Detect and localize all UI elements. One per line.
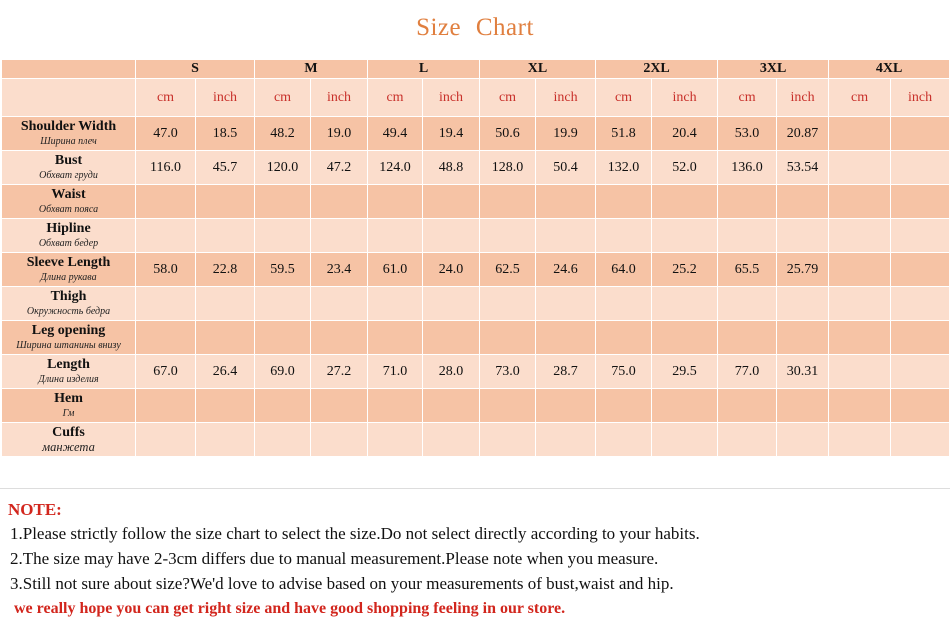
measurement-cell bbox=[136, 423, 196, 457]
row-label-ru: Обхват груди bbox=[39, 169, 98, 181]
measurement-cell: 22.8 bbox=[196, 253, 255, 287]
measurement-cell bbox=[718, 321, 777, 355]
unit-header-row bbox=[2, 79, 950, 117]
measurement-cell: 18.5 bbox=[196, 117, 255, 151]
measurement-cell bbox=[368, 423, 423, 457]
row-label bbox=[2, 321, 136, 355]
measurement-cell bbox=[311, 423, 368, 457]
measurement-cell bbox=[891, 151, 950, 185]
row-label bbox=[2, 287, 136, 321]
measurement-cell bbox=[196, 185, 255, 219]
table-row bbox=[2, 151, 950, 185]
measurement-cell: 29.5 bbox=[652, 355, 718, 389]
measurement-cell bbox=[255, 423, 311, 457]
row-label-en: Length bbox=[47, 356, 90, 372]
measurement-cell: 47.2 bbox=[311, 151, 368, 185]
measurement-cell bbox=[596, 219, 652, 253]
measurement-cell bbox=[829, 219, 891, 253]
measurement-cell bbox=[829, 355, 891, 389]
measurement-cell: 62.5 bbox=[480, 253, 536, 287]
row-label bbox=[2, 117, 136, 151]
unit-header: inch bbox=[311, 79, 368, 117]
measurement-cell bbox=[480, 423, 536, 457]
measurement-cell bbox=[777, 287, 829, 321]
row-label-en: Waist bbox=[51, 186, 86, 202]
measurement-cell bbox=[829, 117, 891, 151]
measurement-cell: 50.4 bbox=[536, 151, 596, 185]
measurement-cell bbox=[829, 185, 891, 219]
measurement-cell bbox=[136, 219, 196, 253]
measurement-cell bbox=[480, 185, 536, 219]
row-label bbox=[2, 151, 136, 185]
unit-header: inch bbox=[777, 79, 829, 117]
note-line-3: 3.Still not sure about size?We'd love to advise based on your measurements of bust,waist and hip. bbox=[10, 574, 674, 593]
measurement-cell: 25.2 bbox=[652, 253, 718, 287]
measurement-cell: 51.8 bbox=[596, 117, 652, 151]
measurement-cell bbox=[311, 219, 368, 253]
row-label-ru: Окружность бедра bbox=[26, 305, 111, 317]
size-header: 3XL bbox=[718, 60, 829, 79]
measurement-cell bbox=[136, 185, 196, 219]
measurement-cell: 67.0 bbox=[136, 355, 196, 389]
measurement-cell: 24.0 bbox=[423, 253, 480, 287]
measurement-cell bbox=[423, 321, 480, 355]
unit-header: cm bbox=[480, 79, 536, 117]
measurement-cell: 53.0 bbox=[718, 117, 777, 151]
measurement-cell bbox=[652, 287, 718, 321]
unit-header: inch bbox=[891, 79, 950, 117]
measurement-cell bbox=[777, 321, 829, 355]
measurement-cell bbox=[196, 219, 255, 253]
row-label-en: Cuffs bbox=[52, 424, 85, 440]
measurement-cell bbox=[891, 321, 950, 355]
unit-header: inch bbox=[652, 79, 718, 117]
measurement-cell: 77.0 bbox=[718, 355, 777, 389]
row-label bbox=[2, 355, 136, 389]
measurement-cell: 19.0 bbox=[311, 117, 368, 151]
measurement-cell: 69.0 bbox=[255, 355, 311, 389]
measurement-cell bbox=[536, 219, 596, 253]
measurement-cell bbox=[829, 287, 891, 321]
unit-header: cm bbox=[136, 79, 196, 117]
measurement-cell bbox=[536, 321, 596, 355]
measurement-cell: 52.0 bbox=[652, 151, 718, 185]
row-label-ru: Обхват бедер bbox=[38, 237, 99, 249]
measurement-cell bbox=[596, 287, 652, 321]
measurement-cell: 75.0 bbox=[596, 355, 652, 389]
row-label-en: Sleeve Length bbox=[26, 254, 111, 270]
row-label-ru: Длина рукава bbox=[40, 271, 97, 283]
measurement-cell: 19.4 bbox=[423, 117, 480, 151]
measurement-cell: 132.0 bbox=[596, 151, 652, 185]
measurement-cell bbox=[480, 287, 536, 321]
measurement-cell bbox=[423, 389, 480, 423]
corner-cell bbox=[2, 60, 136, 79]
measurement-cell bbox=[423, 423, 480, 457]
unit-header: inch bbox=[196, 79, 255, 117]
row-label-en: Hem bbox=[54, 390, 83, 406]
measurement-cell bbox=[480, 321, 536, 355]
measurement-cell bbox=[368, 287, 423, 321]
row-label-ru: Обхват пояса bbox=[38, 203, 99, 215]
size-header: S bbox=[136, 60, 255, 79]
measurement-cell bbox=[652, 389, 718, 423]
measurement-cell bbox=[423, 219, 480, 253]
measurement-cell: 48.8 bbox=[423, 151, 480, 185]
measurement-cell bbox=[368, 321, 423, 355]
measurement-cell bbox=[891, 389, 950, 423]
measurement-cell: 48.2 bbox=[255, 117, 311, 151]
measurement-cell: 28.7 bbox=[536, 355, 596, 389]
measurement-cell bbox=[255, 321, 311, 355]
measurement-cell: 50.6 bbox=[480, 117, 536, 151]
measurement-cell bbox=[777, 185, 829, 219]
page-title: Size Chart bbox=[416, 14, 534, 41]
measurement-cell: 124.0 bbox=[368, 151, 423, 185]
measurement-cell bbox=[829, 389, 891, 423]
measurement-cell bbox=[196, 423, 255, 457]
row-label-ru: Длина изделия bbox=[38, 373, 99, 385]
measurement-cell bbox=[891, 355, 950, 389]
measurement-cell bbox=[368, 219, 423, 253]
measurement-cell bbox=[423, 287, 480, 321]
measurement-cell bbox=[311, 287, 368, 321]
measurement-cell: 65.5 bbox=[718, 253, 777, 287]
row-label bbox=[2, 219, 136, 253]
measurement-cell: 19.9 bbox=[536, 117, 596, 151]
measurement-cell bbox=[136, 389, 196, 423]
measurement-cell bbox=[829, 321, 891, 355]
measurement-cell: 120.0 bbox=[255, 151, 311, 185]
row-label bbox=[2, 423, 136, 457]
measurement-cell bbox=[891, 185, 950, 219]
measurement-cell: 59.5 bbox=[255, 253, 311, 287]
row-label-ru: Гм bbox=[62, 407, 75, 419]
measurement-cell bbox=[777, 389, 829, 423]
measurement-cell: 30.31 bbox=[777, 355, 829, 389]
unit-header: inch bbox=[536, 79, 596, 117]
measurement-cell bbox=[536, 287, 596, 321]
measurement-cell bbox=[423, 185, 480, 219]
table-row bbox=[2, 253, 950, 287]
size-header: 4XL bbox=[829, 60, 950, 79]
measurement-cell: 58.0 bbox=[136, 253, 196, 287]
measurement-cell bbox=[891, 219, 950, 253]
measurement-cell: 27.2 bbox=[311, 355, 368, 389]
corner-cell bbox=[2, 79, 136, 117]
note-line-2: 2.The size may have 2-3cm differs due to manual measurement.Please note when you measure. bbox=[10, 549, 659, 568]
measurement-cell: 24.6 bbox=[536, 253, 596, 287]
measurement-cell bbox=[652, 185, 718, 219]
measurement-cell bbox=[255, 219, 311, 253]
row-label-ru: Ширина плеч bbox=[40, 135, 97, 147]
measurement-cell: 53.54 bbox=[777, 151, 829, 185]
table-row bbox=[2, 389, 950, 423]
measurement-cell bbox=[196, 287, 255, 321]
measurement-cell bbox=[652, 321, 718, 355]
measurement-cell: 26.4 bbox=[196, 355, 255, 389]
note-title: NOTE: bbox=[8, 500, 62, 519]
measurement-cell bbox=[255, 287, 311, 321]
measurement-cell bbox=[718, 389, 777, 423]
measurement-cell bbox=[596, 423, 652, 457]
measurement-cell bbox=[480, 219, 536, 253]
measurement-cell bbox=[718, 219, 777, 253]
size-header: L bbox=[368, 60, 480, 79]
row-label-ru: манжета bbox=[42, 439, 95, 454]
table-row bbox=[2, 423, 950, 457]
row-label bbox=[2, 185, 136, 219]
table-row bbox=[2, 355, 950, 389]
row-label-en: Hipline bbox=[46, 220, 91, 236]
measurement-cell bbox=[368, 389, 423, 423]
measurement-cell bbox=[829, 423, 891, 457]
size-header: 2XL bbox=[596, 60, 718, 79]
measurement-cell: 28.0 bbox=[423, 355, 480, 389]
measurement-cell bbox=[891, 253, 950, 287]
row-label-ru: Ширина штанины внизу bbox=[16, 339, 121, 351]
measurement-cell: 47.0 bbox=[136, 117, 196, 151]
measurement-cell bbox=[480, 389, 536, 423]
measurement-cell: 116.0 bbox=[136, 151, 196, 185]
measurement-cell bbox=[891, 287, 950, 321]
measurement-cell: 45.7 bbox=[196, 151, 255, 185]
table-row bbox=[2, 321, 950, 355]
measurement-cell bbox=[255, 389, 311, 423]
row-label-en: Thigh bbox=[50, 288, 87, 304]
unit-header: cm bbox=[368, 79, 423, 117]
measurement-cell bbox=[136, 321, 196, 355]
measurement-cell bbox=[196, 389, 255, 423]
measurement-cell: 61.0 bbox=[368, 253, 423, 287]
row-label bbox=[2, 253, 136, 287]
table-row bbox=[2, 185, 950, 219]
measurement-cell: 23.4 bbox=[311, 253, 368, 287]
measurement-cell bbox=[536, 185, 596, 219]
note-section bbox=[0, 488, 950, 621]
measurement-cell bbox=[255, 185, 311, 219]
unit-header: inch bbox=[423, 79, 480, 117]
measurement-cell bbox=[777, 423, 829, 457]
measurement-cell bbox=[596, 185, 652, 219]
measurement-cell: 49.4 bbox=[368, 117, 423, 151]
row-label-en: Leg opening bbox=[31, 322, 106, 338]
unit-header: cm bbox=[718, 79, 777, 117]
measurement-cell bbox=[718, 423, 777, 457]
measurement-cell bbox=[652, 423, 718, 457]
measurement-cell bbox=[311, 321, 368, 355]
table-row bbox=[2, 219, 950, 253]
measurement-cell bbox=[596, 389, 652, 423]
measurement-cell bbox=[652, 219, 718, 253]
measurement-cell bbox=[536, 389, 596, 423]
note-line-1: 1.Please strictly follow the size chart to select the size.Do not select directly according to your habits. bbox=[10, 524, 700, 543]
measurement-cell bbox=[368, 185, 423, 219]
row-label-en: Shoulder Width bbox=[20, 118, 117, 134]
measurement-cell: 136.0 bbox=[718, 151, 777, 185]
unit-header: cm bbox=[829, 79, 891, 117]
measurement-cell bbox=[136, 287, 196, 321]
measurement-cell bbox=[311, 389, 368, 423]
measurement-cell bbox=[311, 185, 368, 219]
measurement-cell bbox=[718, 185, 777, 219]
table-row bbox=[2, 117, 950, 151]
measurement-cell: 25.79 bbox=[777, 253, 829, 287]
measurement-cell bbox=[891, 423, 950, 457]
size-chart-table bbox=[1, 59, 950, 457]
measurement-cell: 64.0 bbox=[596, 253, 652, 287]
measurement-cell bbox=[777, 219, 829, 253]
row-label-en: Bust bbox=[54, 152, 83, 168]
size-header: M bbox=[255, 60, 368, 79]
measurement-cell bbox=[829, 151, 891, 185]
measurement-cell bbox=[536, 423, 596, 457]
measurement-cell bbox=[596, 321, 652, 355]
row-label bbox=[2, 389, 136, 423]
measurement-cell bbox=[891, 117, 950, 151]
unit-header: cm bbox=[255, 79, 311, 117]
unit-header: cm bbox=[596, 79, 652, 117]
table-row bbox=[2, 287, 950, 321]
size-header-row bbox=[2, 60, 950, 79]
measurement-cell bbox=[196, 321, 255, 355]
measurement-cell: 20.4 bbox=[652, 117, 718, 151]
measurement-cell: 20.87 bbox=[777, 117, 829, 151]
measurement-cell: 71.0 bbox=[368, 355, 423, 389]
note-closing: we really hope you can get right size and have good shopping feeling in our store. bbox=[14, 600, 566, 617]
measurement-cell: 73.0 bbox=[480, 355, 536, 389]
measurement-cell: 128.0 bbox=[480, 151, 536, 185]
measurement-cell bbox=[718, 287, 777, 321]
measurement-cell bbox=[829, 253, 891, 287]
size-header: XL bbox=[480, 60, 596, 79]
